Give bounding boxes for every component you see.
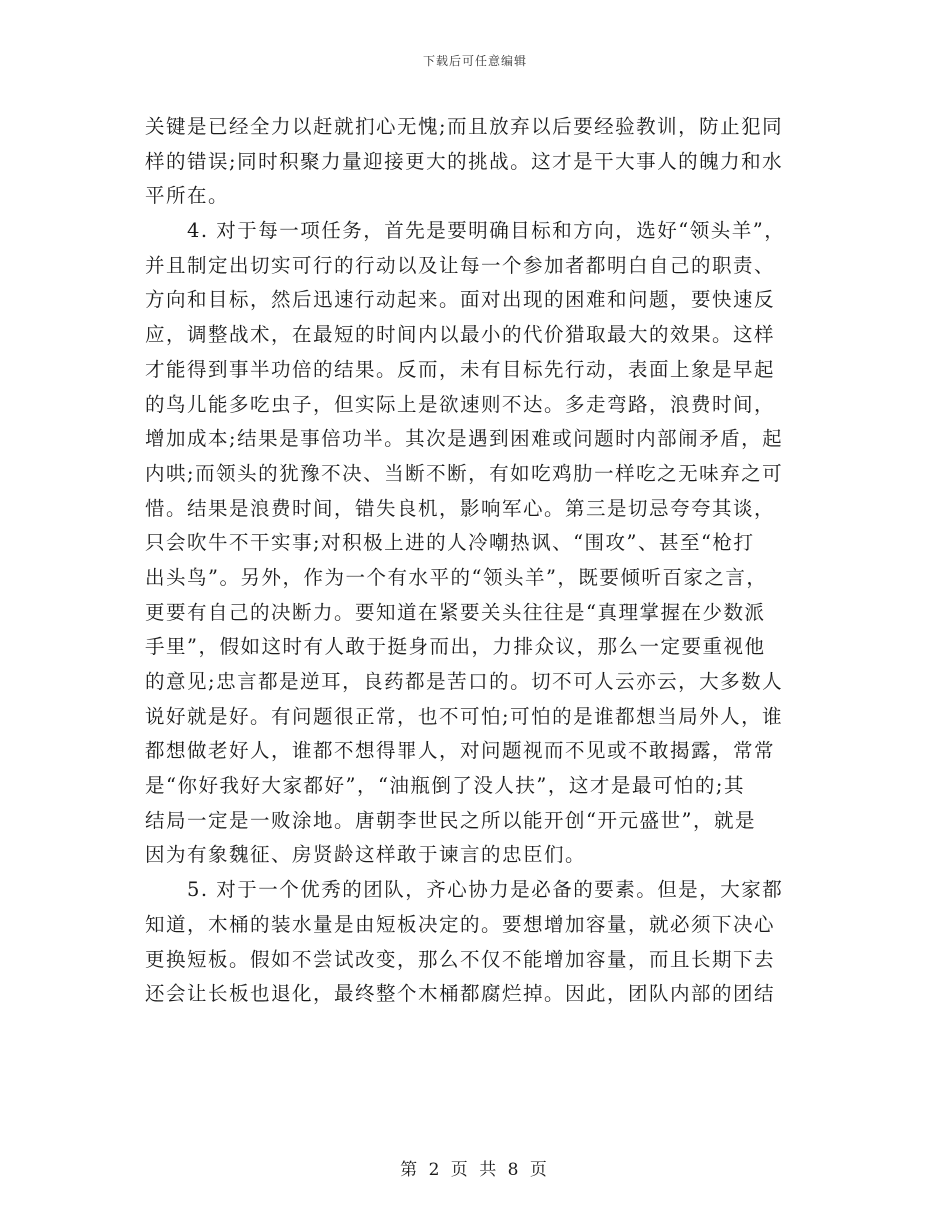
text-line: 平所在。 [145,184,230,208]
text-line: 的意见;忠言都是逆耳，良药都是苦口的。切不可人云亦云，大多数人 [145,670,784,693]
text-line: 手里”，假如这时有人敢于挺身而出，力排众议，那么一定要重视他 [145,635,766,659]
text-line: 知道，木桶的装水量是由短板决定的。要想增加容量，就必须下决心 [145,912,776,936]
text-line: 增加成本;结果是事倍功半。其次是遇到困难或问题时内部闹矛盾，起 [145,427,784,451]
text-line: 关键是已经全力以赶就扪心无愧;而且放弃以后要经验教训，防止犯同 [145,115,784,138]
text-line: 更要有自己的决断力。要知道在紧要关头往往是“真理掌握在少数派 [145,600,766,624]
text-line: 才能得到事半功倍的结果。反而，未有目标先行动，表面上象是早起 [145,357,776,381]
text-line: 结局一定是一败涂地。唐朝李世民之所以能开创“开元盛世”，就是 [145,808,756,832]
document-body [145,110,805,1012]
text-line: 应，调整战术，在最短的时间内以最小的代价猎取最大的效果。这样 [145,323,776,347]
text-line: 内哄;而领头的犹豫不决、当断不断，有如吃鸡肋一样吃之无味弃之可 [145,461,784,485]
text-line: 4. 对于每一项任务，首先是要明确目标和方向，选好“领头羊”， [145,219,786,243]
page-header: 下载后可任意编辑 [422,54,527,68]
text-line: 还会让长板也退化，最终整个木桶都腐烂掉。因此，团队内部的团结 [145,982,776,1006]
text-line: 是“你好我好大家都好”，“油瓶倒了没人扶”，这才是最可怕的;其 [145,774,745,798]
text-line: 说好就是好。有问题很正常，也不可怕;可怕的是谁都想当局外人，谁 [145,704,784,728]
text-line: 的鸟儿能多吃虫子，但实际上是欲速则不达。多走弯路，浪费时间， [145,392,776,416]
text-line: 惜。结果是浪费时间，错失良机，影响军心。第三是切忌夸夸其谈， [145,496,776,520]
text-line: 并且制定出切实可行的行动以及让每一个参加者都明白自己的职责、 [145,253,776,277]
text-line: 只会吹牛不干实事;对积极上进的人冷嘲热讽、“围攻”、甚至“枪打 [145,531,755,555]
text-line: 5. 对于一个优秀的团队，齐心协力是必备的要素。但是，大家都 [145,878,784,902]
text-line: 出头鸟”。另外，作为一个有水平的“领头羊”，既要倾听百家之言， [145,565,768,589]
text-line: 方向和目标，然后迅速行动起来。面对出现的困难和问题，要快速反 [145,288,776,312]
text-line: 都想做老好人，谁都不想得罪人，对问题视而不见或不敢揭露，常常 [145,739,776,763]
text-line: 更换短板。假如不尝试改变，那么不仅不能增加容量，而且长期下去 [145,947,776,971]
page-number-footer: 第 2 页 共 8 页 [400,1160,550,1180]
text-line: 因为有象魏征、房贤龄这样敢于谏言的忠臣们。 [145,843,587,867]
text-line: 样的错误;同时积聚力量迎接更大的挑战。这才是干大事人的魄力和水 [145,149,784,173]
